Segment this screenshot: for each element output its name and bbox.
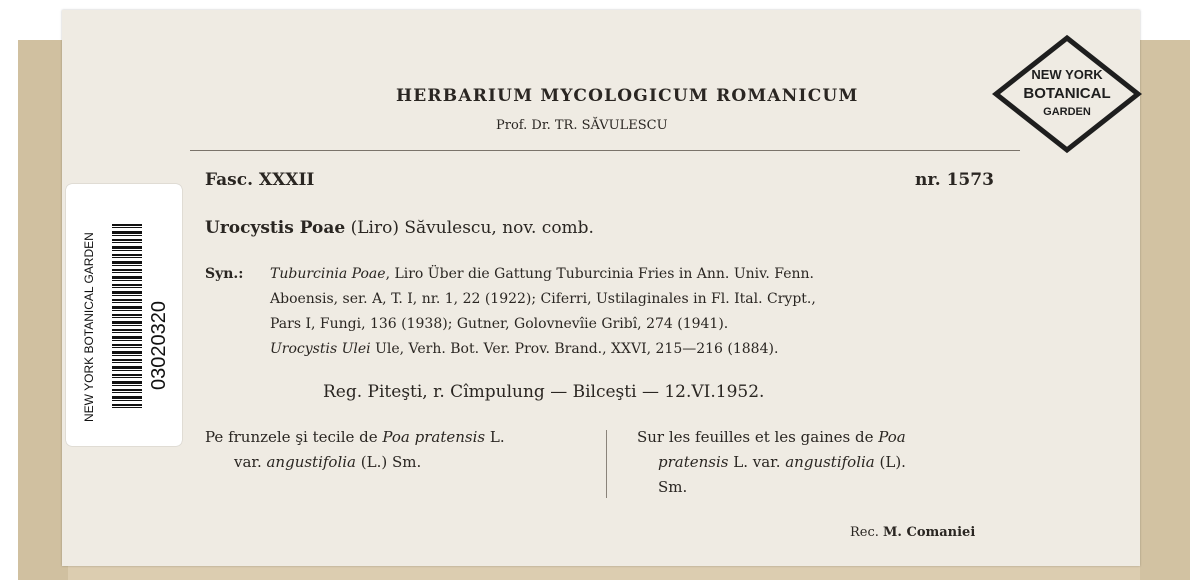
host-ro-text: Pe frunzele şi tecile de [205, 428, 383, 446]
synonym-name-1: Tuburcinia Poae [270, 266, 386, 282]
host-ro-variety: angustifolia [266, 453, 356, 471]
synonym-ref-2: Ule, Verh. Bot. Ver. Prov. Brand., XXVI, 215—216 (1884). [370, 341, 779, 357]
host-romanian-line-2 [234, 453, 421, 471]
host-french-line-3: Sm. [658, 478, 688, 496]
host-ro-var: var. [234, 453, 267, 471]
collector-prefix: Rec. [850, 525, 884, 540]
host-ro-author: L. [485, 428, 505, 446]
host-fr-variety: angustifolia [785, 453, 875, 471]
host-french-line-2 [658, 453, 906, 471]
fascicle-number: Fasc. XXXII [205, 170, 315, 190]
synonym-line-3: Pars I, Fungi, 136 (1938); Gutner, Golovnevîie Gribî, 274 (1941). [270, 316, 729, 332]
host-ro-species: Poa pratensis [382, 428, 486, 446]
barcode-number: 03020320 [148, 301, 170, 390]
collector [850, 525, 975, 540]
species-author: (Liro) Săvulescu, nov. comb. [350, 218, 594, 238]
synonym-ref-1: , Liro Über die Gattung Tuburcinia Fries in Ann. Univ. Fenn. [385, 266, 814, 282]
host-fr-epithet: pratensis [658, 453, 729, 471]
synonym-name-2: Urocystis Ulei [270, 341, 371, 357]
herbarium-director: Prof. Dr. TR. SĂVULESCU [496, 118, 668, 133]
stamp-line-3: GARDEN [1043, 106, 1091, 118]
host-ro-variety-author: (L.) Sm. [356, 453, 422, 471]
host-fr-text: Sur les feuilles et les gaines de [637, 428, 879, 446]
synonym-line-2: Aboensis, ser. A, T. I, nr. 1, 22 (1922); Ciferri, Ustilaginales in Fl. Ital. Crypt., [270, 291, 816, 307]
header-divider [190, 150, 1020, 151]
species-name: Urocystis Poae [205, 218, 346, 238]
stamp-line-2: BOTANICAL [1023, 85, 1111, 102]
host-french-line-1 [637, 428, 906, 446]
host-fr-var: L. var. [728, 453, 786, 471]
host-fr-genus: Poa [878, 428, 906, 446]
host-romanian-line-1 [205, 428, 505, 446]
synonym-line-1 [270, 266, 814, 282]
synonym-line-4 [270, 341, 778, 357]
herbarium-title: HERBARIUM MYCOLOGICUM ROMANICUM [396, 86, 859, 106]
synonyms-label: Syn.: [205, 266, 244, 282]
barcode [112, 224, 142, 408]
collector-name: M. Comaniei [883, 525, 976, 540]
stamp-line-1: NEW YORK [1031, 67, 1103, 82]
species-line [205, 218, 594, 238]
envelope-fold-right [1140, 40, 1190, 580]
envelope-fold-left [18, 40, 68, 580]
specimen-number: nr. 1573 [915, 170, 994, 190]
column-divider [606, 430, 607, 498]
locality: Reg. Piteşti, r. Cîmpulung — Bilceşti — 12.VI.1952. [323, 382, 765, 402]
host-fr-variety-author: (L). [874, 453, 906, 471]
barcode-institution: NEW YORK BOTANICAL GARDEN [82, 232, 96, 422]
nybg-stamp [992, 34, 1142, 154]
